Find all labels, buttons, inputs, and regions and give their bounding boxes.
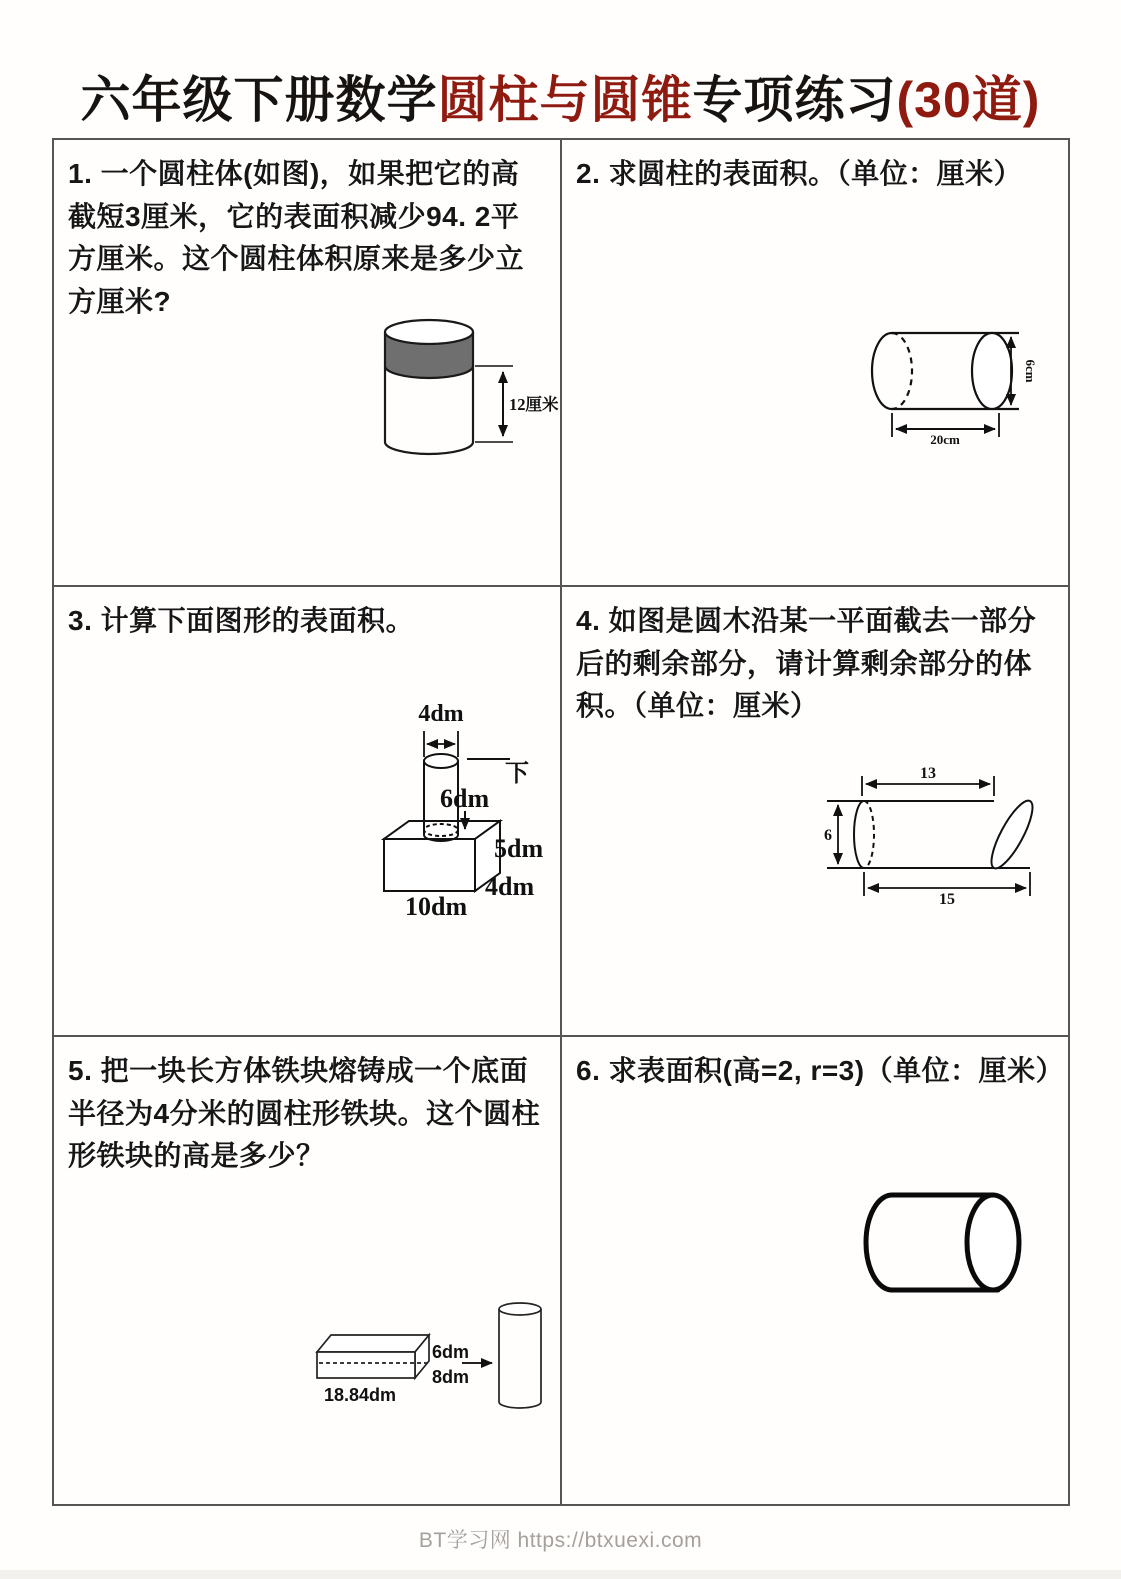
diameter-label: 6 bbox=[824, 827, 832, 844]
cylinder-body bbox=[866, 1195, 1019, 1290]
problem-cell-2 bbox=[562, 140, 1068, 587]
cylinder-body bbox=[499, 1303, 541, 1408]
box-body bbox=[384, 821, 500, 891]
cut-cylinder-figure bbox=[822, 764, 1042, 906]
problem-2-figure bbox=[847, 323, 1038, 447]
problem-cell-4 bbox=[562, 587, 1068, 1037]
box-body bbox=[317, 1335, 429, 1378]
problem-1-text: 1. 一个圆柱体(如图)，如果把它的高截短3厘米，它的表面积减少94. 2平方厘米。这个圆柱体积原来是多少立方厘米? bbox=[68, 158, 525, 317]
length-label: 20cm bbox=[930, 432, 960, 447]
box-height-label: 6dm bbox=[432, 1342, 470, 1362]
footer-watermark: BT学习网 https://btxuexi.com bbox=[418, 1529, 703, 1552]
bottom-length-label: 15 bbox=[939, 891, 955, 908]
problem-4-figure bbox=[822, 764, 1042, 906]
horizontal-cylinder-figure bbox=[847, 323, 1038, 447]
problem-cell-5 bbox=[54, 1037, 562, 1504]
dimension-lines bbox=[475, 366, 513, 442]
problem-1-figure bbox=[381, 316, 561, 464]
cylinder-body bbox=[872, 333, 1019, 409]
problems-grid bbox=[52, 138, 1070, 1506]
problem-5-text: 5. 把一块长方体铁块熔铸成一个底面半径为4分米的圆柱形铁块。这个圆柱形铁块的高是多少？ bbox=[68, 1055, 541, 1172]
box-width-label: 10dm bbox=[405, 892, 468, 921]
problem-2-text: 2. 求圆柱的表面积。（单位：厘米） bbox=[576, 158, 1023, 189]
box-length-label: 18.84dm bbox=[324, 1385, 397, 1405]
box-depth-label: 4dm bbox=[485, 872, 535, 901]
plain-cylinder-figure bbox=[860, 1185, 1030, 1300]
title-segment-accent: 圆柱与圆锥 bbox=[437, 72, 693, 128]
cylinder-height-label: 6dm bbox=[440, 784, 490, 813]
box-to-cylinder-figure bbox=[310, 1297, 550, 1415]
bottom-strip bbox=[0, 1570, 1121, 1579]
top-diameter-label: 4dm bbox=[418, 701, 464, 727]
problem-cell-6 bbox=[562, 1037, 1068, 1504]
cylinder-body bbox=[827, 796, 1040, 873]
problem-5-figure bbox=[310, 1297, 550, 1415]
top-length-label: 13 bbox=[920, 765, 936, 782]
title-segment: 六年级下册数学 bbox=[80, 72, 438, 128]
diameter-label: 6cm bbox=[1023, 359, 1038, 383]
title-segment-accent: (30道) bbox=[896, 72, 1041, 128]
mark-label: 下 bbox=[505, 760, 529, 787]
dimension-lines bbox=[424, 731, 510, 829]
dimension-label: 12厘米 bbox=[509, 395, 559, 414]
problem-3-figure bbox=[372, 699, 557, 921]
title-segment: 专项练习 bbox=[692, 72, 897, 128]
problem-4-text: 4. 如图是圆木沿某一平面截去一部分后的剩余部分，请计算剩余部分的体积。（单位：厘米） bbox=[576, 605, 1037, 722]
cylinder-with-band-figure bbox=[381, 316, 561, 464]
cylinder-on-box-figure bbox=[372, 699, 557, 921]
box-height-label: 5dm bbox=[494, 834, 544, 863]
problem-3-text: 3. 计算下面图形的表面积。 bbox=[68, 605, 415, 636]
problem-cell-1 bbox=[54, 140, 562, 587]
page-title bbox=[0, 60, 1121, 132]
cylinder-body bbox=[385, 320, 473, 454]
problem-cell-3 bbox=[54, 587, 562, 1037]
problem-6-figure bbox=[860, 1185, 1030, 1300]
box-depth-label: 8dm bbox=[432, 1367, 470, 1387]
problem-6-text: 6. 求表面积(高=2, r=3)（单位：厘米） bbox=[576, 1055, 1065, 1086]
